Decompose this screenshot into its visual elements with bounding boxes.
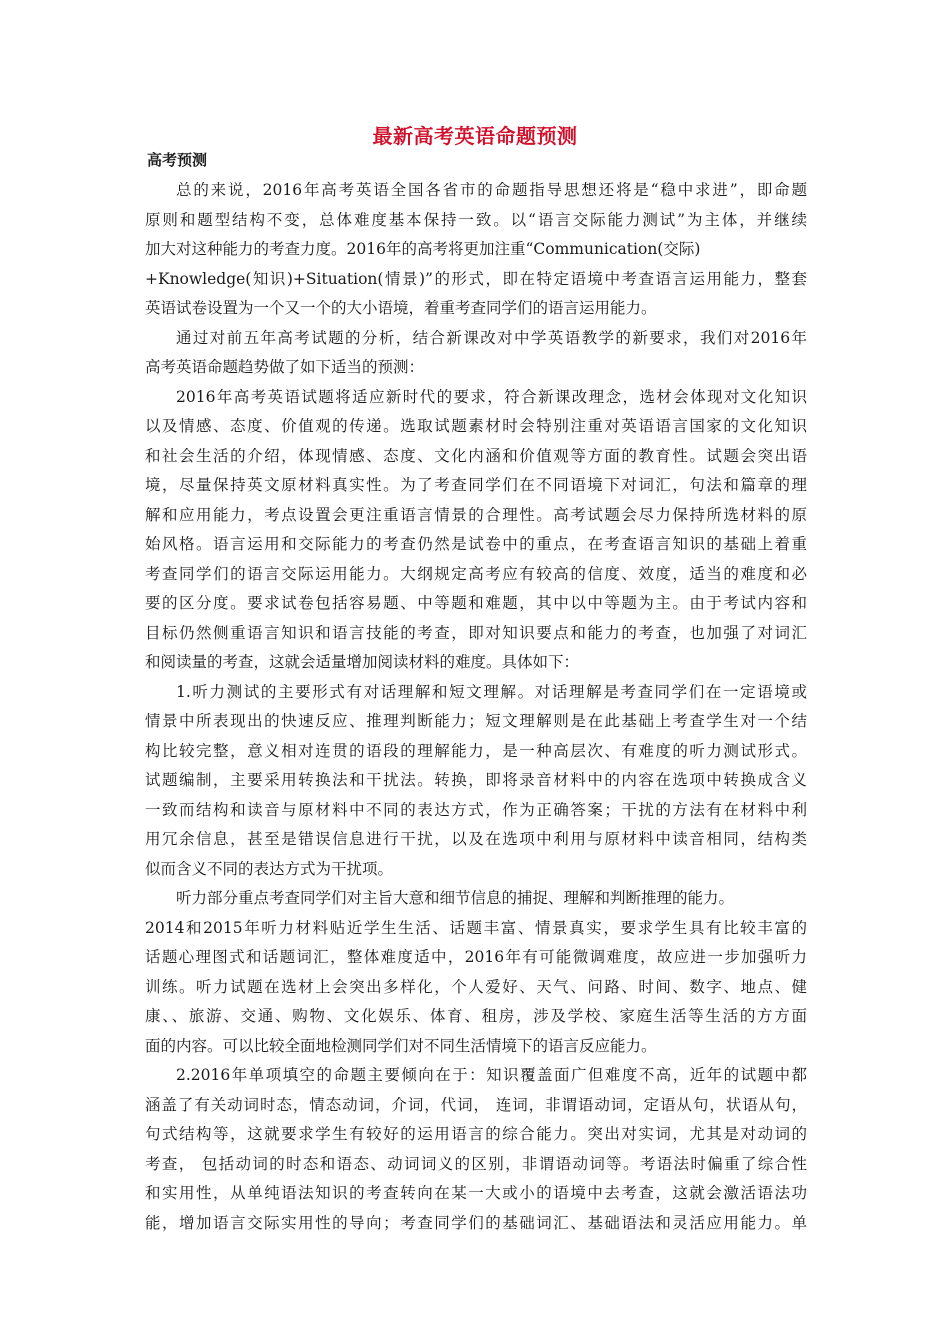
text-line: 考查， 包括动词的时态和语态、动词词义的区别，非谓语动词等。考语法时偏重了综合性: [145, 1154, 807, 1173]
text-line: 加大对这种能力的考查力度。2016年的高考将更加注重“Communication(交际): [145, 240, 701, 258]
text-line: 一致而结构和读音与原材料中不同的表达方式，作为正确答案；干扰的方法有在材料中利: [145, 800, 807, 819]
text-line: 原则和题型结构不变，总体难度基本保持一致。以“语言交际能力测试”为主体，并继续: [145, 210, 807, 229]
text-line: 总的来说，2016年高考英语全国各省市的命题指导思想还将是“稳中求进”，即命题: [176, 181, 807, 199]
section-heading: 高考预测: [147, 151, 208, 169]
text-line: 通过对前五年高考试题的分析，结合新课改对中学英语教学的新要求，我们对2016年: [176, 328, 807, 347]
text-line: 情景中所表现出的快速反应、推理判断能力；短文理解则是在此基础上考查学生对一个结: [145, 712, 807, 730]
text-line: 用冗余信息，甚至是错误信息进行干扰，以及在选项中利用与原材料中读音相同，结构类: [145, 830, 807, 848]
text-line: 始风格。语言运用和交际能力的考查仍然是试卷中的重点，在考查语言知识的基础上着重: [145, 535, 807, 553]
document-body: [145, 176, 807, 1238]
text-line: 高考英语命题趋势做了如下适当的预测：: [145, 358, 425, 376]
text-line: 面的内容。可以比较全面地检测同学们对不同生活情境下的语言反应能力。: [145, 1036, 657, 1055]
text-line: 听力部分重点考查同学们对主旨大意和细节信息的捕捉、理解和判断推理的能力。: [176, 889, 735, 907]
text-line: 要的区分度。要求试卷包括容易题、中等题和难题，其中以中等题为主。由于考试内容和: [145, 594, 807, 612]
text-line: 试题编制，主要采用转换法和干扰法。转换，即将录音材料中的内容在选项中转换成含义: [145, 771, 807, 789]
text-line: 2014和2015年听力材料贴近学生生活、话题丰富、情景真实，要求学生具有比较丰富的: [145, 918, 807, 937]
text-line: 涵盖了有关动词时态，情态动词，介词，代词， 连词，非谓语动词，定语从句，状语从句，: [145, 1095, 807, 1114]
text-line: 境，尽量保持英文原材料真实性。为了考查同学们在不同语境下对词汇，句法和篇章的理: [145, 476, 807, 494]
text-line: 构比较完整，意义相对连贯的语段的理解能力，是一种高层次、有难度的听力测试形式。: [145, 741, 807, 760]
text-line: 考查同学们的语言交际运用能力。大纲规定高考应有较高的信度、效度，适当的难度和必: [145, 564, 807, 583]
text-line: 和社会生活的介绍，体现情感、态度、文化内涵和价值观等方面的教育性。试题会突出语: [145, 446, 807, 465]
text-line: 句式结构等，这就要求学生有较好的运用语言的综合能力。突出对实词，尤其是对动词的: [145, 1125, 807, 1143]
text-line: 和实用性，从单纯语法知识的考查转向在某一大或小的语境中去考查，这就会激活语法功: [145, 1184, 807, 1202]
text-line: +Knowledge(知识)+Situation(情景)”的形式，即在特定语境中考查语言运用能力，整套: [145, 269, 807, 288]
text-line: 英语试卷设置为一个又一个的大小语境，着重考查同学们的语言运用能力。: [145, 299, 657, 317]
document-title: 最新高考英语命题预测: [372, 124, 578, 148]
text-line: 2.2016年单项填空的命题主要倾向在于：知识覆盖面广但难度不高，近年的试题中都: [176, 1066, 807, 1084]
text-line: 1.听力测试的主要形式有对话理解和短文理解。对话理解是考查同学们在一定语境或: [176, 682, 807, 701]
text-line: 训练。听力试题在选材上会突出多样化，个人爱好、天气、问路、时间、数字、地点、健: [145, 977, 807, 996]
text-line: 2016年高考英语试题将适应新时代的要求，符合新课改理念，选材会体现对文化知识: [176, 387, 807, 406]
text-line: 康、、旅游、交通、购物、文化娱乐、体育、租房，涉及学校、家庭生活等生活的方方面: [145, 1007, 807, 1025]
text-line: 目标仍然侧重语言知识和语言技能的考查，即对知识要点和能力的考查，也加强了对词汇: [145, 623, 807, 642]
text-line: 和阅读量的考查，这就会适量增加阅读材料的难度。具体如下：: [145, 653, 580, 671]
text-line: 解和应用能力，考点设置会更注重语言情景的合理性。高考试题会尽力保持所选材料的原: [145, 505, 807, 524]
text-line: 话题心理图式和话题词汇，整体难度适中，2016年有可能微调难度，故应进一步加强听力: [145, 948, 807, 966]
text-line: 似而含义不同的表达方式为干扰项。: [145, 859, 394, 878]
text-line: 能，增加语言交际实用性的导向；考查同学们的基础词汇、基础语法和灵活应用能力。单: [145, 1213, 807, 1232]
text-line: 以及情感、态度、价值观的传递。选取试题素材时会特别注重对英语语言国家的文化知识: [145, 417, 807, 435]
